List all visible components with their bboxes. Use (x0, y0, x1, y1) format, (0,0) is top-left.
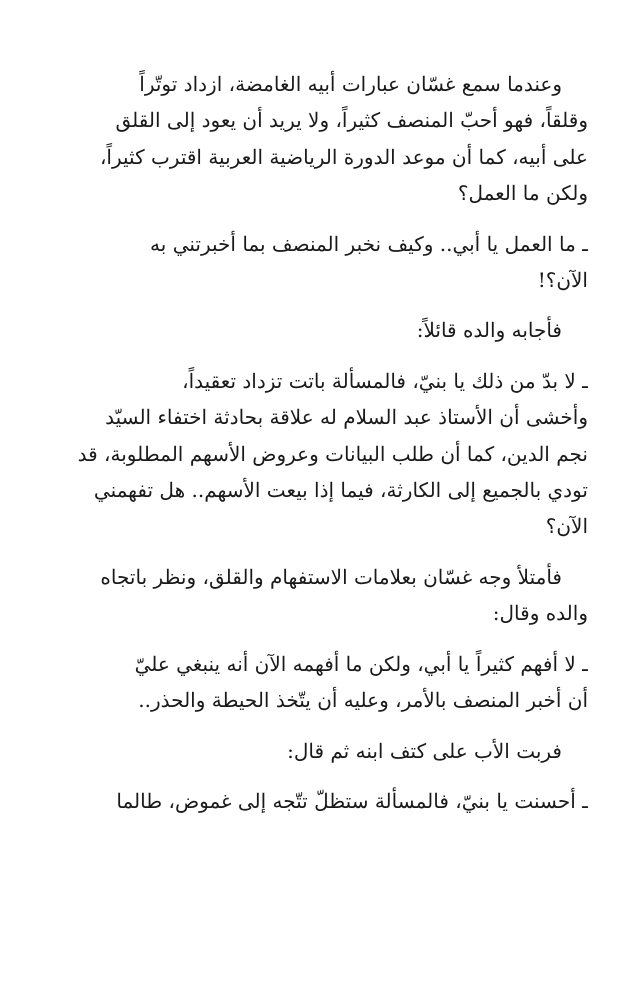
text-line: نجم الدين، كما أن طلب البيانات وعروض الأسهم المطلوبة، قد (77, 441, 588, 466)
text-line: وأخشى أن الأستاذ عبد السلام له علاقة بحادثة اختفاء السيّد (105, 405, 588, 430)
text-line: الآن؟ (545, 514, 588, 539)
text-line: فأجابه والده قائلاً: (416, 318, 562, 343)
paragraph-dialogue-4 (60, 783, 588, 819)
text-line: ـ لا بدّ من ذلك يا بنيّ، فالمسألة باتت تزداد تعقيداً، (182, 368, 588, 393)
text-line: ـ ما العمل يا أبي.. وكيف نخبر المنصف بما أخبرتني به (150, 231, 588, 256)
paragraph-narration-3 (60, 559, 588, 632)
text-line: وقلقاً، فهو أحبّ المنصف كثيراً، ولا يريد أن يعود إلى القلق (115, 108, 588, 133)
text-line: على أبيه، كما أن موعد الدورة الرياضية العربية اقترب كثيراً، (99, 144, 588, 169)
paragraph-dialogue-1 (60, 226, 588, 299)
text-line: ـ لا أفهم كثيراً يا أبي، ولكن ما أفهمه الآن أنه ينبغي عليّ (134, 651, 588, 676)
paragraph-narration-1 (60, 66, 588, 212)
text-line: والده وقال: (492, 601, 588, 626)
paragraph-dialogue-2 (60, 363, 588, 545)
text-line: فأمتلأ وجه غسّان بعلامات الاستفهام والقلق، ونظر باتجاه (100, 564, 562, 589)
text-line: وعندما سمع غسّان عبارات أبيه الغامضة، ازداد توتّراً (139, 72, 562, 96)
text-line: الآن؟! (537, 268, 588, 293)
text-line: أن أخبر المنصف بالأمر، وعليه أن يتّخذ الحيطة والحذر.. (138, 688, 588, 713)
paragraph-dialogue-3 (60, 646, 588, 719)
paragraph-narration-4 (60, 733, 588, 769)
paragraph-narration-2 (60, 312, 588, 348)
text-line: فربت الأب على كتف ابنه ثم قال: (287, 738, 562, 763)
text-line: ـ أحسنت يا بنيّ، فالمسألة ستظلّ تتّجه إلى غموض، طالما (116, 788, 588, 813)
text-line: تودي بالجميع إلى الكارثة، فيما إذا بيعت الأسهم.. هل تفهمني (93, 478, 588, 503)
text-line: ولكن ما العمل؟ (457, 181, 588, 206)
